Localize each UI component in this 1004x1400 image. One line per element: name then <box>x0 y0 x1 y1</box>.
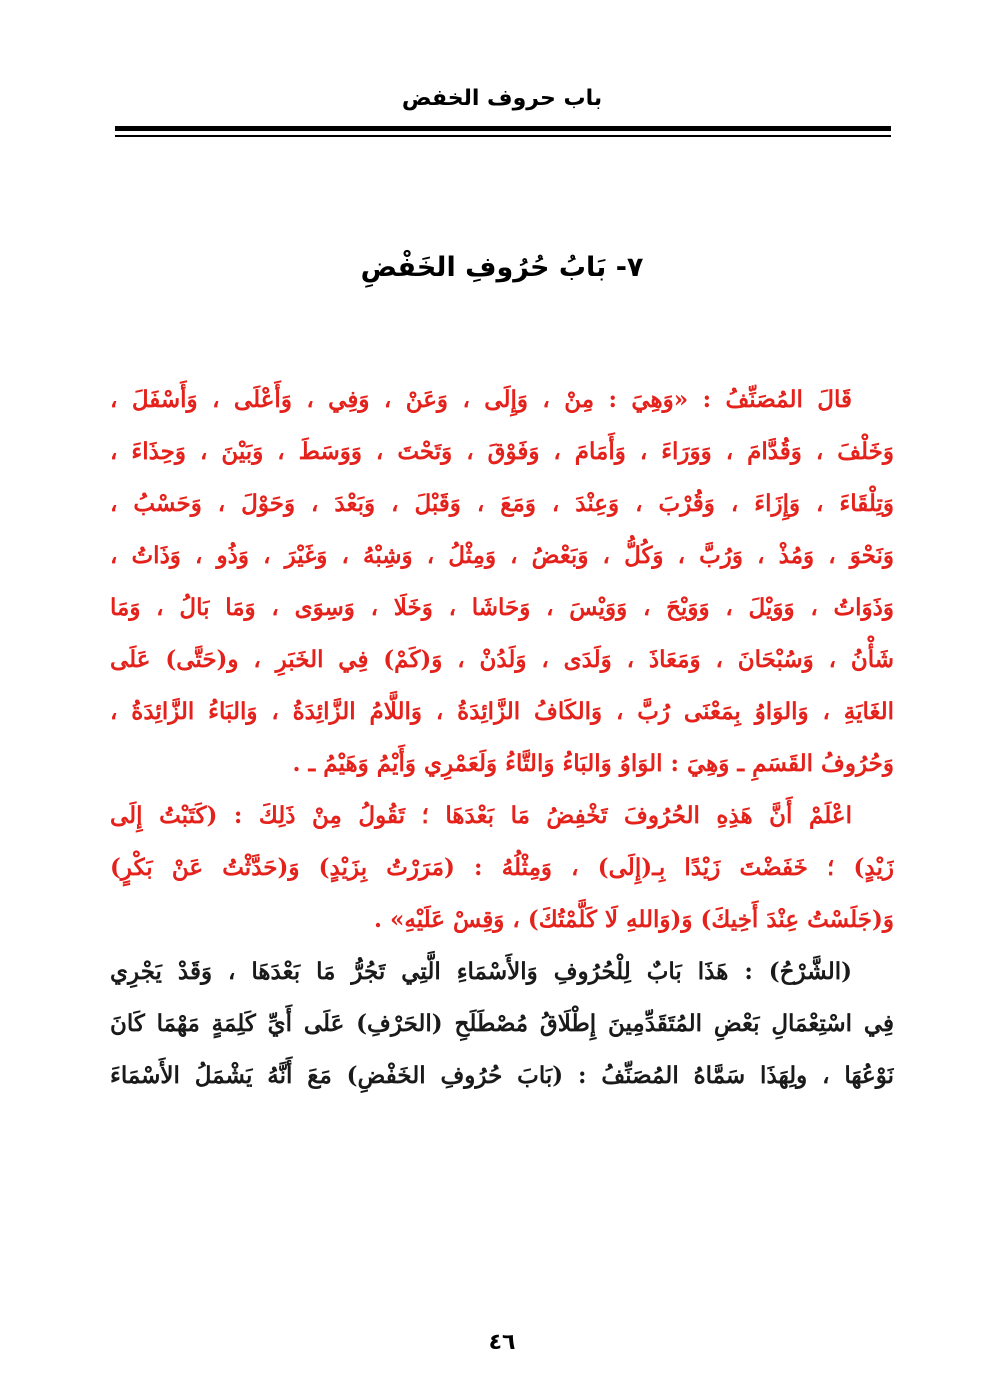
text-line: نَوْعُهَا ، ولِهَذَا سَمَّاهُ المُصَنِّفُ : (بَابَ حُرُوفِ الخَفْضِ) مَعَ أَنَّهُ يَشْمَلُ الأَسْمَاءَ <box>110 1062 894 1089</box>
text-line: وَتِلْقَاءَ ، وَإِزَاءَ ، وَقُرْبَ ، وَعِنْدَ ، وَمَعَ ، وَقَبْلَ ، وَبَعْدَ ، وَحَوْلَ ، وَحَسْبُ ، <box>110 490 894 517</box>
running-head: باب حروف الخفض <box>401 86 603 111</box>
text-line: قَالَ المُصَنِّفُ : «وَهِيَ : مِنْ ، وَإِلَى ، وَعَنْ ، وَفِي ، وَأَعْلَى ، وَأَسْفَلَ ، <box>110 386 852 413</box>
text-line: وَ(جَلَسْتُ عِنْدَ أَخِيكَ) وَ(وَاللهِ لَا كَلَّمْتُكَ) ، وَقِسْ عَلَيْهِ» . <box>373 906 894 933</box>
header-rule-thin <box>115 135 891 137</box>
text-line: شَأْنُ ، وَسُبْحَانَ ، وَمَعَاذَ ، وَلَدَى ، وَلَدُنْ ، وَ(كَمْ) فِي الخَبَرِ ، و(حَتَّى) عَلَى <box>110 646 894 673</box>
page-number: ٤٦ <box>488 1330 516 1355</box>
text-line: وَذَوَاتُ ، وَوَيْلَ ، وَوَيْحَ ، وَوَيْسَ ، وَحَاشَا ، وَخَلَا ، وَسِوَى ، وَمَا بَالُ ، وَمَا <box>110 594 894 621</box>
text-line: فِي اسْتِعْمَالِ بَعْضِ المُتَقَدِّمِينَ إِطْلَاقُ مُصْطَلَحِ (الحَرْفِ) عَلَى أَيِّ كَلِمَةٍ مَهْمَا كَانَ <box>110 1010 894 1037</box>
text-line: (الشَّرْحُ) : هَذَا بَابٌ لِلْحُرُوفِ وَالأَسْمَاءِ الَّتِي تَجُرُّ مَا بَعْدَهَا ، وَقَدْ يَجْرِي <box>110 958 852 985</box>
header-rule-thick <box>115 126 891 131</box>
text-line: زَيْدٍ) ؛ خَفَضْتَ زَيْدًا بِـ(إِلَى) ، وَمِثْلُهُ : (مَرَرْتُ بِزَيْدٍ) وَ(حَدَّثْتُ عَنْ بَكْرٍ) <box>110 854 894 881</box>
chapter-title: ٧- بَابُ حُرُوفِ الخَفْضِ <box>360 252 644 283</box>
text-line: الغَايَةِ ، وَالوَاوُ بِمَعْنَى رُبَّ ، وَالكَافُ الزَّائِدَةُ ، وَاللَّامُ الزَّائِدَةُ ، وَالبَاءُ الزَّائِدَةُ ، <box>110 698 894 725</box>
text-line: وَنَحْوَ ، وَمُذْ ، وَرُبَّ ، وَكُلُّ ، وَبَعْضُ ، وَمِثْلُ ، وَشِبْهُ ، وَغَيْرَ ، وَذُو ، وَذَاتُ ، <box>110 542 894 569</box>
text-line: وَخَلْفَ ، وَقُدَّامَ ، وَوَرَاءَ ، وَأَمَامَ ، وَفَوْقَ ، وَتَحْتَ ، وَوَسَطَ ، وَبَيْنَ ، وَحِذَاءَ ، <box>110 438 894 465</box>
text-line: اعْلَمْ أَنَّ هَذِهِ الحُرُوفَ تَخْفِضُ مَا بَعْدَهَا ؛ تَقُولُ مِنْ ذَلِكَ : (كَتَبْتُ إِلَى <box>110 802 852 829</box>
body-text <box>110 374 894 1102</box>
text-line: وَحُرُوفُ القَسَمِ ـ وَهِيَ : الوَاوُ وَالبَاءُ وَالتَّاءُ وَلَعَمْرِي وَأَيْمُ وَهَيْمُ ـ . <box>292 750 894 777</box>
